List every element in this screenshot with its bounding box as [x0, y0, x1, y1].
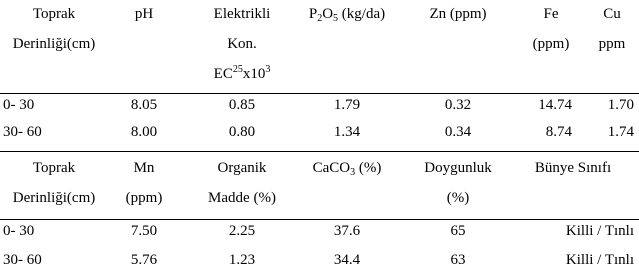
cell-depth: 30- 60	[3, 252, 42, 268]
cell-zn: 0.34	[444, 124, 472, 140]
header-depth-line1: Toprak	[32, 160, 76, 176]
cell-zn: 0.32	[444, 97, 472, 113]
header-saturation-line1: Doygunluk	[424, 160, 492, 176]
header-depth-line2: Derinliği(cm)	[12, 36, 96, 52]
cell-saturation: 65	[450, 223, 466, 239]
table-separator-rule	[0, 151, 639, 152]
cell-fe: 14.74	[538, 97, 572, 113]
cell-caco3: 34.4	[333, 252, 361, 268]
header-zn: Zn (ppm)	[429, 6, 487, 22]
header-ph: pH	[134, 6, 154, 22]
header-fe-line1: Fe	[543, 6, 559, 22]
header-om-line2: Madde (%)	[208, 190, 276, 206]
cell-saturation: 63	[450, 252, 466, 268]
header-cu-line1: Cu	[603, 6, 621, 22]
cell-cu: 1.70	[607, 97, 634, 113]
cell-p2o5: 1.79	[333, 97, 361, 113]
header-om-line1: Organik	[217, 160, 267, 176]
cell-ec: 0.80	[228, 124, 256, 140]
cell-depth: 30- 60	[3, 124, 42, 140]
header-saturation-line2: (%)	[446, 190, 470, 206]
cell-cu: 1.74	[607, 124, 634, 140]
header-depth-line1: Toprak	[32, 6, 76, 22]
cell-texture: Killi / Tınlı	[565, 252, 634, 268]
cell-ec: 0.85	[228, 97, 256, 113]
header-depth-line2: Derinliği(cm)	[12, 190, 96, 206]
header-mn-line2: (ppm)	[125, 190, 163, 206]
cell-depth: 0- 30	[3, 97, 35, 113]
header-ec-line1: Elektrikli	[213, 6, 271, 22]
header-mn-line1: Mn	[133, 160, 155, 176]
header-fe-line2: (ppm)	[532, 36, 570, 52]
header-cu-line2: ppm	[598, 36, 626, 52]
header-ec-line2: Kon.	[227, 36, 257, 52]
cell-caco3: 37.6	[333, 223, 361, 239]
cell-organic-matter: 1.23	[228, 252, 256, 268]
cell-p2o5: 1.34	[333, 124, 361, 140]
cell-ph: 8.05	[130, 97, 158, 113]
header-ec-line3: $EC^{25}x10^3$	[213, 64, 271, 82]
cell-fe: 8.74	[545, 124, 572, 140]
cell-depth: 0- 30	[3, 223, 35, 239]
header-caco3: CaCO$_3$ (%)	[312, 160, 382, 178]
header-texture: Bünye Sınıfı	[534, 160, 612, 176]
cell-ph: 8.00	[130, 124, 158, 140]
header-p2o5: $P_2O_5$ (kg/da)	[308, 6, 386, 24]
cell-organic-matter: 2.25	[228, 223, 256, 239]
cell-texture: Killi / Tınlı	[565, 223, 634, 239]
table2-header-rule	[0, 219, 639, 220]
cell-mn: 5.76	[130, 252, 158, 268]
cell-mn: 7.50	[130, 223, 158, 239]
table1-header-rule	[0, 93, 639, 94]
